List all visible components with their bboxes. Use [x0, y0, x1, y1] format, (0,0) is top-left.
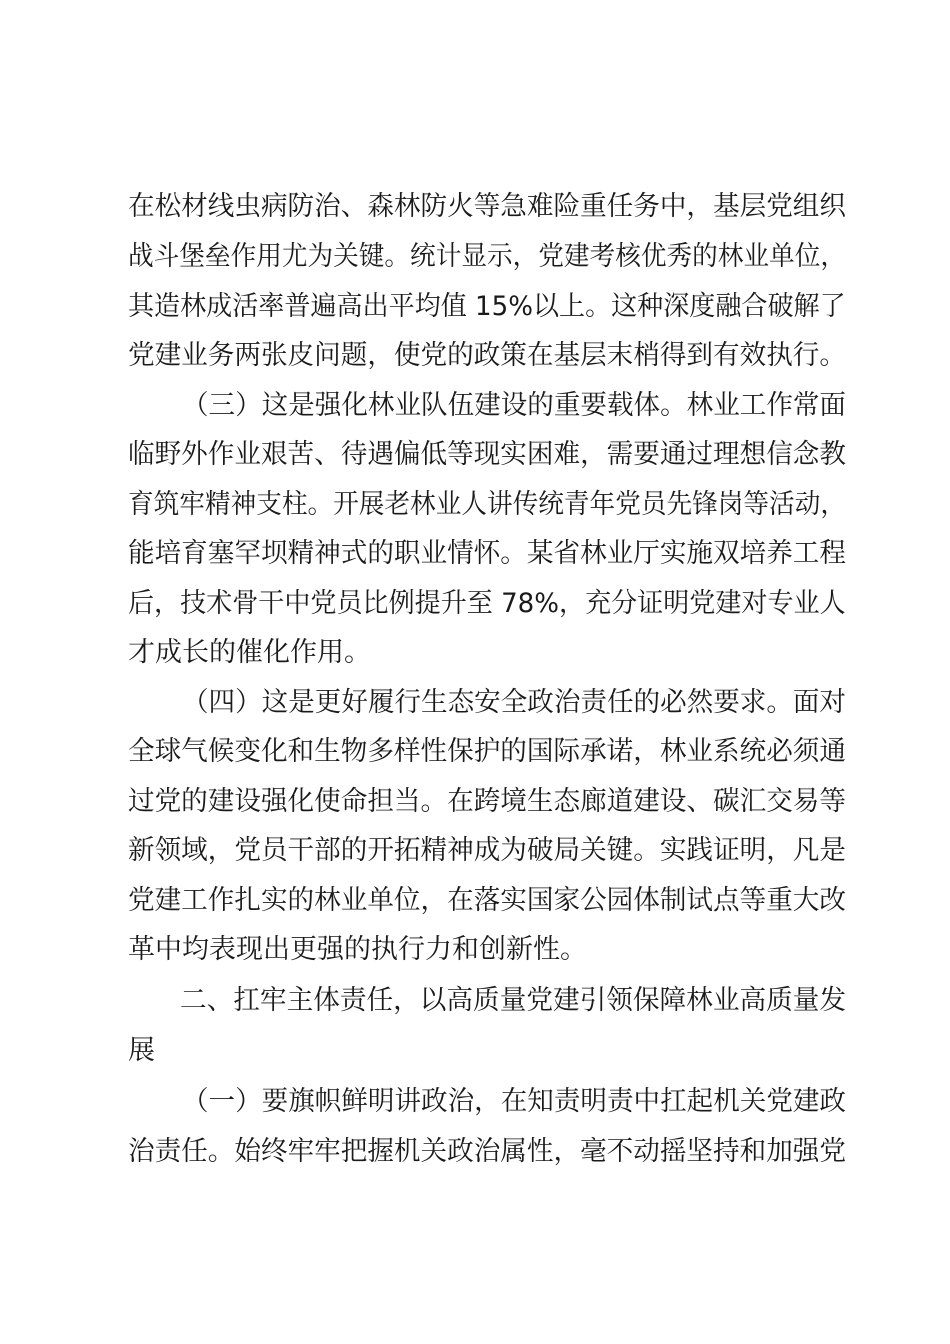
text-line-10: 才成长的催化作用。 [128, 637, 371, 668]
text-line-13: 过党的建设强化使命担当。在跨境生态廊道建设、碳汇交易等 [128, 786, 846, 817]
section-heading-2: 二、扛牢主体责任，以高质量党建引领保障林业高质量发 [180, 985, 847, 1016]
paragraph-2-1-start: （一）要旗帜鲜明讲政治，在知责明责中扛起机关党建政 [182, 1086, 846, 1117]
text-line-6: 临野外作业艰苦、待遇偏低等现实困难，需要通过理想信念教 [128, 439, 846, 470]
text-line-7: 育筑牢精神支柱。开展老林业人讲传统青年党员先锋岗等活动， [128, 489, 846, 520]
text-line-15: 党建工作扎实的林业单位，在落实国家公园体制试点等重大改 [128, 885, 846, 916]
text-line-8: 能培育塞罕坝精神式的职业情怀。某省林业厅实施双培养工程 [128, 538, 846, 569]
text-line-12: 全球气候变化和生物多样性保护的国际承诺，林业系统必须通 [128, 736, 846, 767]
text-line-1: 在松材线虫病防治、森林防火等急难险重任务中，基层党组织 [128, 191, 846, 222]
paragraph-4-start: （四）这是更好履行生态安全政治责任的必然要求。面对 [182, 687, 846, 718]
text-line-2: 战斗堡垒作用尤为关键。统计显示，党建考核优秀的林业单位， [128, 241, 846, 272]
text-line-4: 党建业务两张皮问题，使党的政策在基层末梢得到有效执行。 [128, 340, 846, 371]
paragraph-3-start: （三）这是强化林业队伍建设的重要载体。林业工作常面 [182, 390, 846, 421]
text-line-20: 治责任。始终牢牢把握机关政治属性，毫不动摇坚持和加强党 [128, 1136, 846, 1167]
text-line-9: 后，技术骨干中党员比例提升至 78%，充分证明党建对专业人 [128, 588, 846, 619]
text-line-3: 其造林成活率普遍高出平均值 15%以上。这种深度融合破解了 [128, 291, 846, 322]
text-line-16: 革中均表现出更强的执行力和创新性。 [128, 934, 587, 965]
text-line-14: 新领域，党员干部的开拓精神成为破局关键。实践证明，凡是 [128, 835, 846, 866]
section-heading-2-cont: 展 [128, 1035, 155, 1066]
